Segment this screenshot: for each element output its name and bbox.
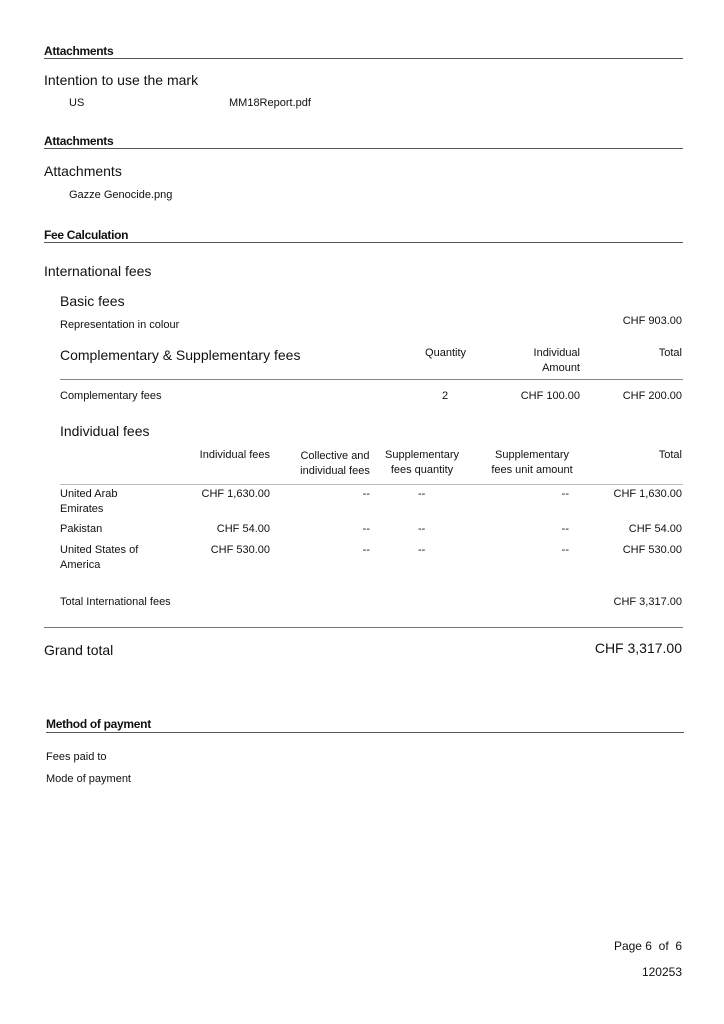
supp-unit: -- [561,523,569,535]
total: CHF 1,630.00 [613,488,682,500]
grand-total-amount: CHF 3,317.00 [594,640,682,656]
country: United States of America [60,544,139,571]
divider [60,379,683,380]
divider [44,242,683,243]
individual: CHF 1,630.00 [201,488,270,500]
country: United Arab Emirates [60,488,118,515]
country: Pakistan [60,523,103,535]
basic-fee-amount: CHF 903.00 [622,315,682,327]
section-header-attachments-2: Attachments [44,134,114,148]
table-row [0,543,724,573]
document-number: 120253 [641,965,682,979]
individual: CHF 54.00 [216,523,270,535]
total-international-label: Total International fees [60,596,171,608]
intention-country: US [69,97,85,109]
section-header-attachments: Attachments [44,44,114,58]
divider [44,627,683,628]
individual: CHF 530.00 [210,544,270,556]
section-header-payment: Method of payment [46,717,151,731]
supp-qty: -- [418,523,426,535]
supp-unit: -- [561,544,569,556]
supp-qty: -- [418,544,426,556]
supp-unit: -- [561,488,569,500]
international-fees-title: International fees [44,263,152,279]
intention-file: MM18Report.pdf [229,97,311,109]
collective: -- [362,488,370,500]
individual-fees-title: Individual fees [60,423,150,439]
supp-qty: -- [418,488,426,500]
col-collective: Collective and individual fees [300,450,370,477]
intention-title: Intention to use the mark [44,72,199,88]
comp-row-individual: CHF 100.00 [520,390,580,402]
divider [44,58,683,59]
col-quantity: Quantity [425,347,466,359]
table-row [0,522,724,538]
mode-of-payment-label: Mode of payment [46,773,131,785]
col-supp-unit: Supplementary fees unit amount [491,449,573,476]
total: CHF 54.00 [628,523,682,535]
total-international-amount: CHF 3,317.00 [613,596,682,608]
comp-row-label: Complementary fees [60,390,162,402]
divider [44,148,683,149]
attachments-title: Attachments [44,163,122,179]
attachment-file: Gazze Genocide.png [69,189,173,201]
divider [60,484,683,485]
comp-row-quantity: 2 [442,390,449,402]
col-individual: Individual [533,347,580,359]
total: CHF 530.00 [622,544,682,556]
col-supp-quantity: Supplementary fees quantity [385,449,459,476]
col-individual-fees: Individual fees [199,449,270,461]
complementary-title: Complementary & Supplementary fees [60,347,301,363]
col-ind-total: Total [658,449,682,461]
fees-paid-to-label: Fees paid to [46,751,107,763]
table-row [0,487,724,517]
collective: -- [362,523,370,535]
page-number: Page 6 of 6 [613,939,682,953]
divider [46,732,684,733]
section-header-fee-calculation: Fee Calculation [44,228,129,242]
col-amount: Amount [542,362,580,374]
col-total: Total [658,347,682,359]
collective: -- [362,544,370,556]
grand-total-label: Grand total [44,642,114,658]
comp-row-total: CHF 200.00 [622,390,682,402]
basic-fees-title: Basic fees [60,293,125,309]
basic-fee-label: Representation in colour [60,319,180,331]
